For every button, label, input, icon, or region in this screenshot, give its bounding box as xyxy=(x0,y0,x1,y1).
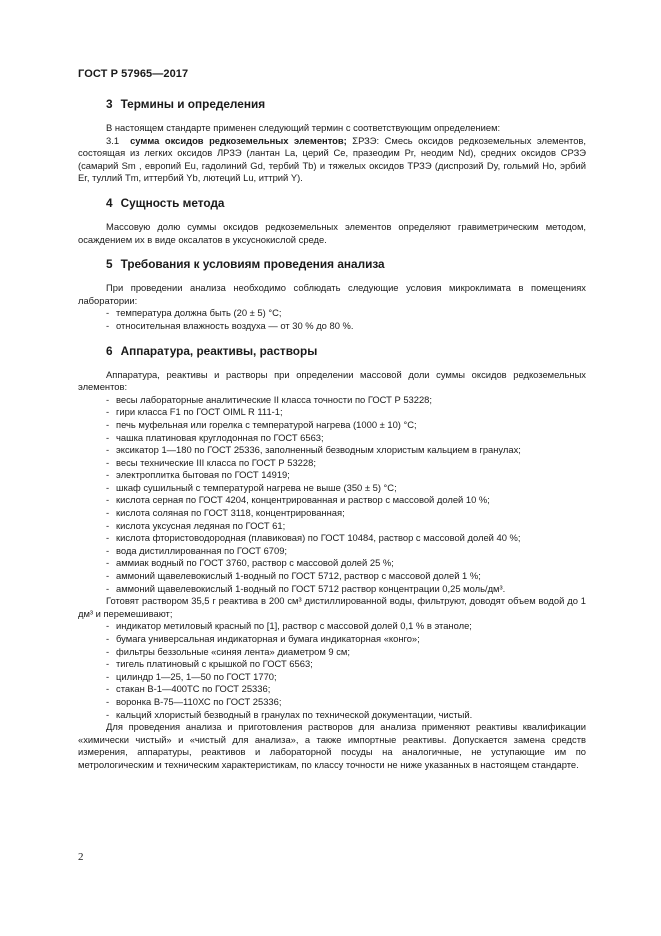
list-item: - печь муфельная или горелка с температурой нагрева (1000 ± 10) °С; xyxy=(106,418,417,430)
list-item: - аммоний щавелевокислый 1-водный по ГОСТ 5712 раствор концентрации 0,25 моль/дм³. xyxy=(106,582,506,594)
list-item: - стакан В-1—400ТС по ГОСТ 25336; xyxy=(106,683,271,695)
list-item: - относительная влажность воздуха — от 30 % до 80 %. xyxy=(106,319,354,331)
list-item: - фильтры беззольные «синяя лента» диаметром 9 см; xyxy=(106,645,350,657)
list-item: - кислота соляная по ГОСТ 3118, концентрированная; xyxy=(106,507,345,519)
list-item: - эксикатор 1—180 по ГОСТ 25336, заполненный безводным хлористым кальцием в гранулах; xyxy=(106,444,521,456)
section-5-heading: 5 Требования к условиям проведения анализа xyxy=(106,257,385,272)
section-3-intro: В настоящем стандарте применен следующий термин с соответствующим определением: xyxy=(106,122,501,133)
section-5-text: При проведении анализа необходимо соблюдать следующие условия микроклимата в помещениях лаборатории: xyxy=(78,282,586,306)
list-item: - кислота уксусная ледяная по ГОСТ 61; xyxy=(106,519,286,531)
list-item: - температура должна быть (20 ± 5) °С; xyxy=(106,307,282,319)
section-6-heading: 6 Аппаратура, реактивы, растворы xyxy=(106,343,318,358)
list-item: - шкаф сушильный с температурой нагрева не выше (350 ± 5) °С; xyxy=(106,481,397,493)
list-item: - воронка В-75—110ХС по ГОСТ 25336; xyxy=(106,695,282,707)
list-item: - кислота серная по ГОСТ 4204, концентрированная и раствор с массовой долей 10 %; xyxy=(106,494,490,506)
list-item: - аммиак водный по ГОСТ 3760, раствор с массовой долей 25 %; xyxy=(106,557,394,569)
list-item: - цилиндр 1—25, 1—50 по ГОСТ 1770; xyxy=(106,670,277,682)
list-item: - кислота фтористоводородная (плавиковая) по ГОСТ 10484, раствор с массовой долей 40 %; xyxy=(106,532,521,544)
term-definition: 3.1 сумма оксидов редкоземельных элементов; ΣРЗЭ: Смесь оксидов редкоземельных элементов, состоящая из легких оксидов ЛРЗЭ (лантан La, церий Ce, празеодим Pr, неодим Nd), средних оксидов СРЗЭ (самарий Sm , европий Eu, гадолиний Gd, тербий Tb) и тяжелых оксидов ТРЗЭ (диспрозий Dy, гольмий Ho, эрбий Er, туллий Tm, иттербий Yb, лютеций Lu, иттрий Y). xyxy=(78,134,586,184)
list-item: - индикатор метиловый красный по [1], раствор с массовой долей 0,1 % в этаноле; xyxy=(106,620,472,632)
list-item: - весы технические III класса по ГОСТ Р 53228; xyxy=(106,456,316,468)
reagents-list xyxy=(78,620,586,721)
document-header: ГОСТ Р 57965—2017 xyxy=(78,68,189,80)
list-item: - кальций хлористый безводный в гранулах по технической документации, чистый. xyxy=(106,708,473,720)
list-item: - электроплитка бытовая по ГОСТ 14919; xyxy=(106,469,290,481)
list-item: - гири класса F1 по ГОСТ OIML R 111-1; xyxy=(106,406,283,418)
solution-preparation: Готовят раствором 35,5 г реактива в 200 см³ дистиллированной воды, фильтруют, доводят объем водой до 1 дм³ и перемешивают; xyxy=(78,595,586,619)
section-6-closing: Для проведения анализа и приготовления растворов для анализа применяют реактивы квалификации «химически чистый» и «чистый для анализа», а также импортные реактивы. Допускается замена средств измерения, аппаратуры, реактивов и лабораторной посуды на аналогичные, не уступающие им по метрологическим и техническим характеристикам, по классу точности не ниже указанных в настоящем стандарте. xyxy=(78,721,586,770)
section-6-intro: Аппаратура, реактивы и растворы при определении массовой доли суммы оксидов редкоземельных элементов: xyxy=(78,368,586,393)
section-4-heading: 4 Сущность метода xyxy=(106,195,225,210)
list-item: - тигель платиновый с крышкой по ГОСТ 6563; xyxy=(106,658,313,670)
section-5-list xyxy=(78,307,586,332)
list-item: - бумага универсальная индикаторная и бумага индикаторная «конго»; xyxy=(106,633,420,644)
equipment-list xyxy=(78,394,586,596)
section-3-heading: 3 Термины и определения xyxy=(106,97,266,111)
section-4-text: Массовую долю суммы оксидов редкоземельных элементов определяют гравиметрическим методом, осаждением их в виде оксалатов в уксуснокислой среде. xyxy=(78,220,586,245)
document-body xyxy=(78,90,586,772)
list-item: - весы лабораторные аналитические II класса точности по ГОСТ Р 53228; xyxy=(106,393,432,405)
list-item: - аммоний щавелевокислый 1-водный по ГОСТ 5712, раствор с массовой долей 1 %; xyxy=(106,570,481,582)
page-number: 2 xyxy=(78,851,84,863)
list-item: - вода дистиллированная по ГОСТ 6709; xyxy=(106,544,288,556)
list-item: - чашка платиновая круглодонная по ГОСТ 6563; xyxy=(106,431,324,443)
